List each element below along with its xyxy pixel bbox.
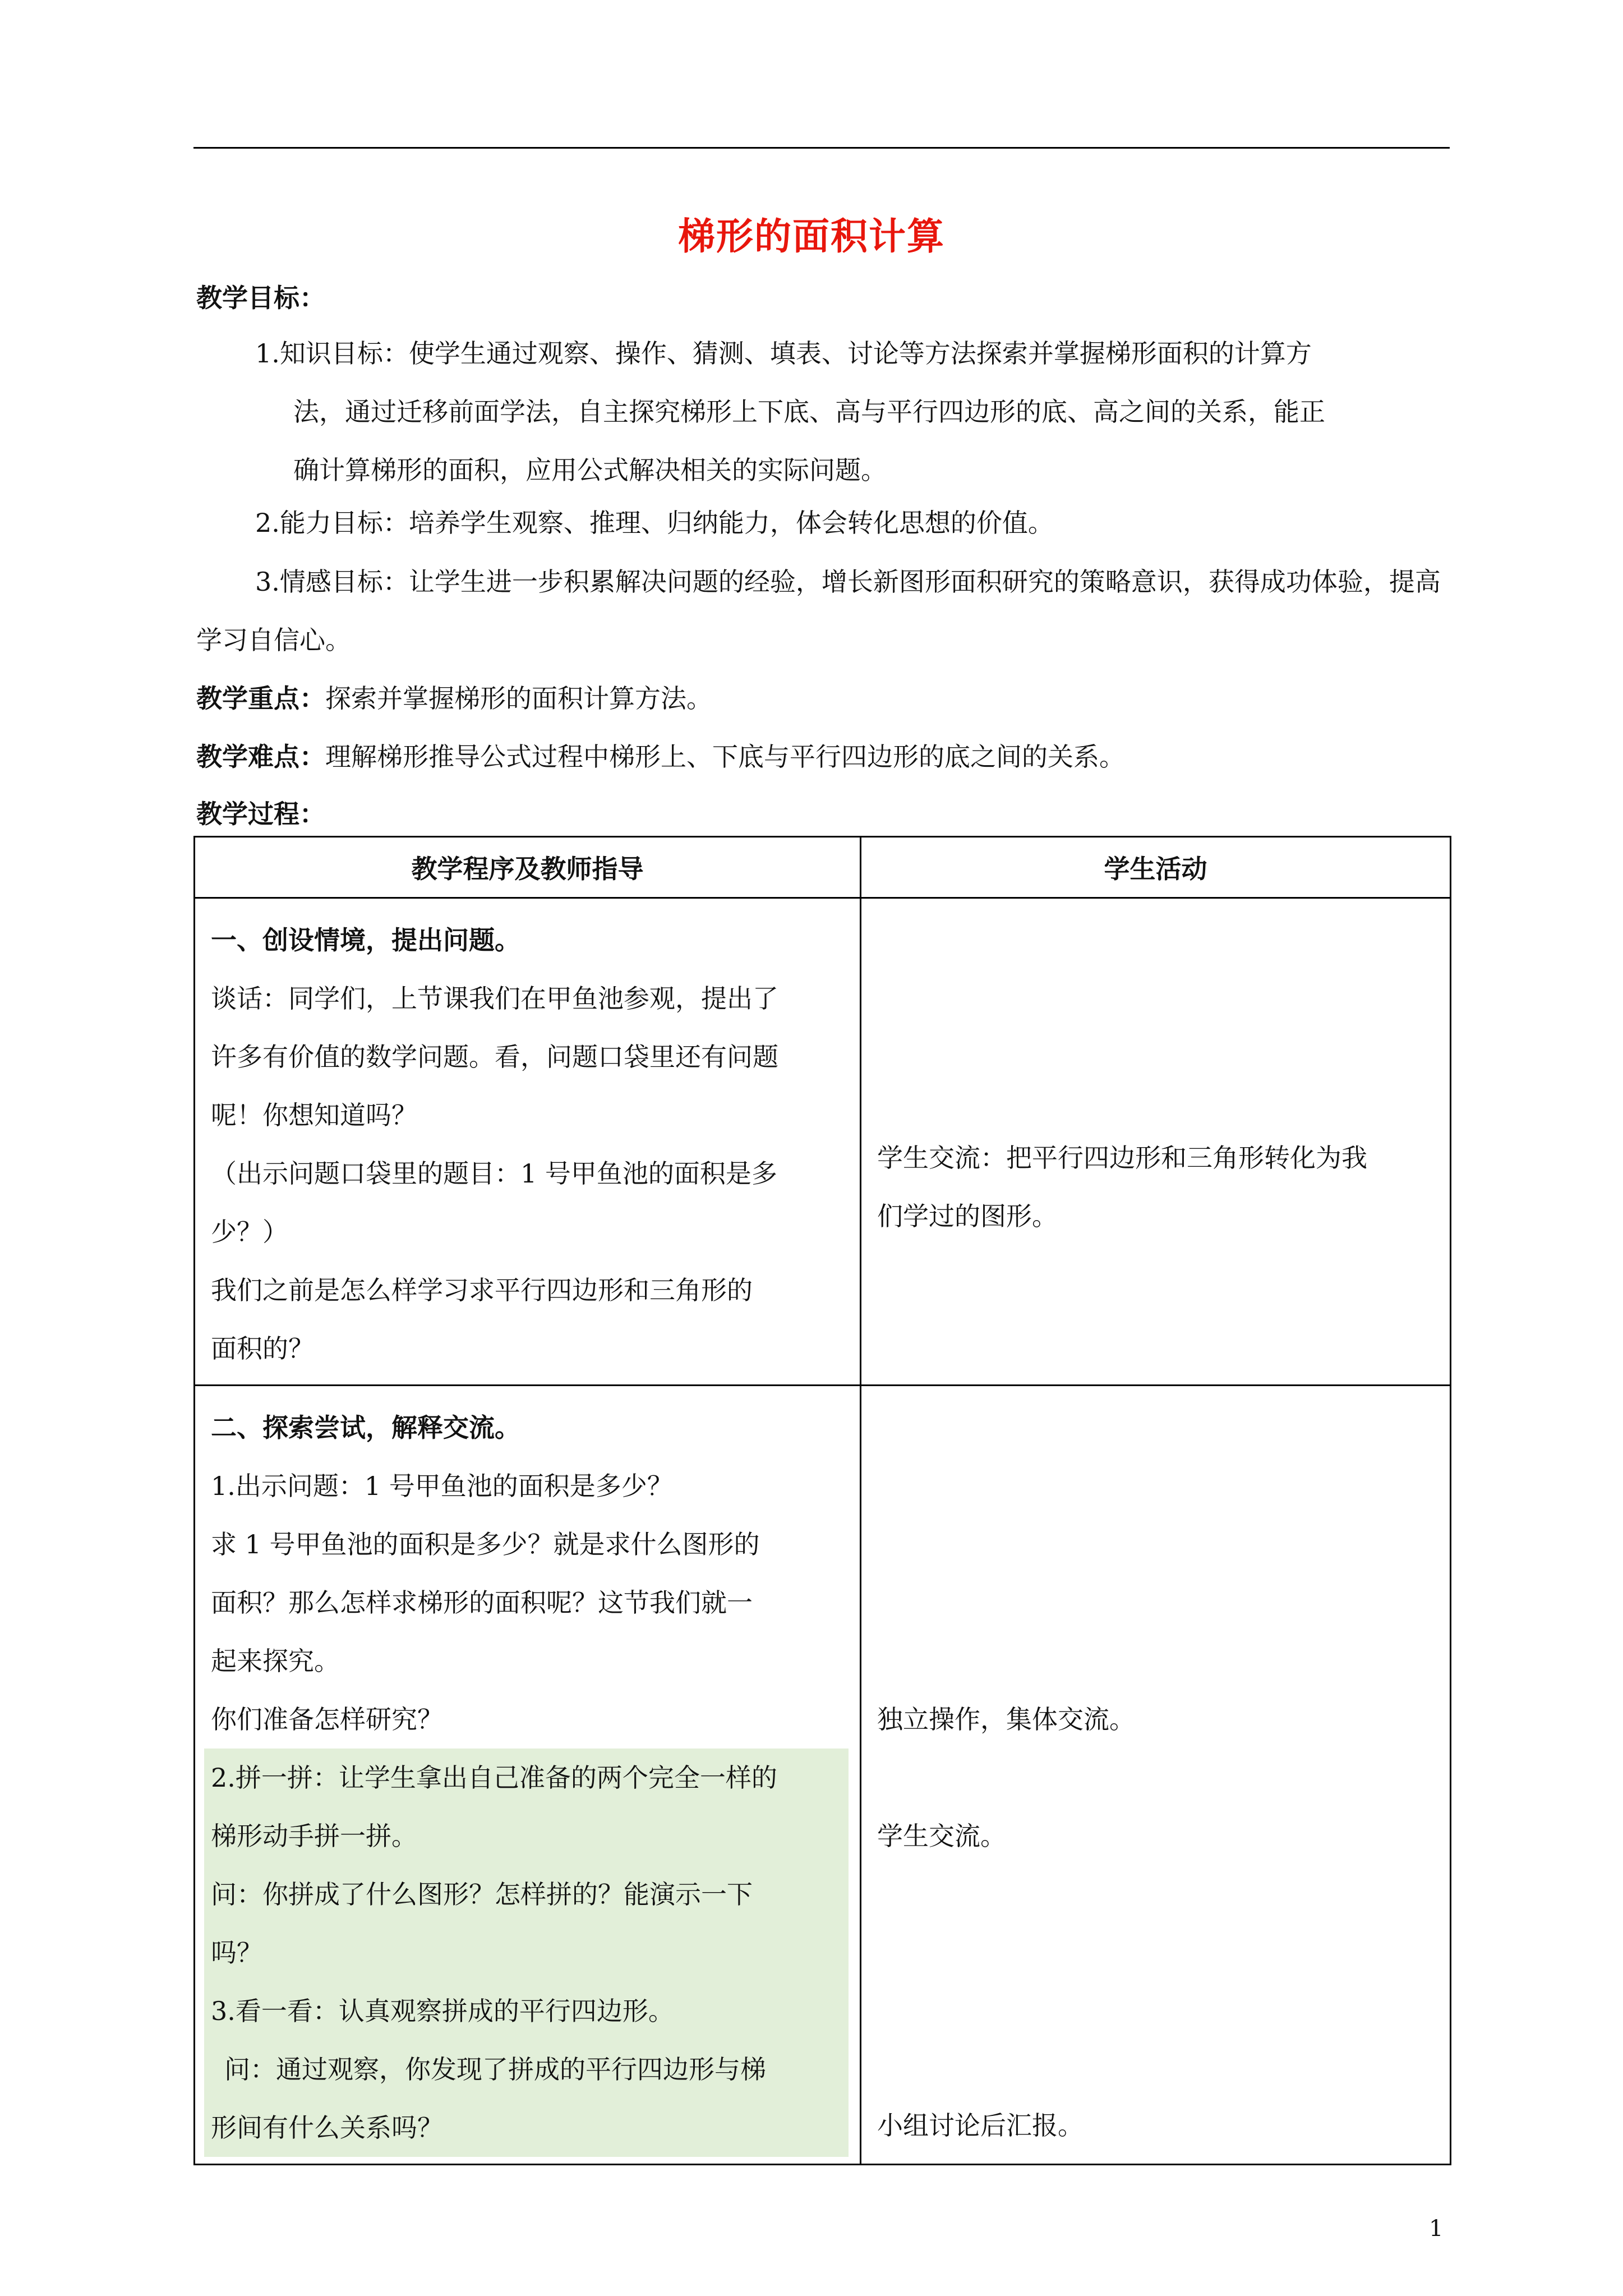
difficulty (196, 728, 1450, 786)
objective-ability: 2.能力目标：培养学生观察、推理、归纳能力，体会转化思想的价值。 (255, 508, 1054, 538)
section1-line: （出示问题口袋里的题目：1 号甲鱼池的面积是多 (211, 1158, 777, 1189)
objective-knowledge (255, 324, 1450, 499)
section2-activity-line: 独立操作，集体交流。 (877, 1704, 1135, 1734)
highlighted-block (204, 1749, 849, 2157)
section1-line: 我们之前是怎么样学习求平行四边形和三角形的 (211, 1275, 753, 1305)
key-point-text: 探索并掌握梯形的面积计算方法。 (325, 683, 712, 714)
section2-activity-line: 学生交流。 (877, 1821, 1006, 1851)
header-teacher-guidance: 教学程序及教师指导 (195, 837, 861, 898)
section1-activity-cell (861, 898, 1451, 1386)
section1-line: 呢！你想知道吗？ (211, 1100, 417, 1130)
section1-activity-line: 们学过的图形。 (877, 1201, 1058, 1231)
section2-highlight-line: 梯形动手拼一拼。 (211, 1821, 417, 1851)
section1-line: 面积的？ (211, 1333, 314, 1364)
table-header-row (195, 837, 1451, 898)
objective-knowledge-line-1: 1.知识目标：使学生通过观察、操作、猜测、填表、讨论等方法探索并掌握梯形面积的计算方 (255, 338, 1312, 369)
section2-line: 求 1 号甲鱼池的面积是多少？就是求什么图形的 (211, 1529, 760, 1559)
section2-highlight-line: 3.看一看：认真观察拼成的平行四边形。 (211, 1996, 674, 2026)
section2-line: 起来探究。 (211, 1646, 340, 1676)
section2-highlight-line: 形间有什么关系吗？ (211, 2113, 443, 2143)
page-title: 梯形的面积计算 (678, 214, 945, 258)
section2-highlight-line: 问：通过观察，你发现了拼成的平行四边形与梯 (224, 2054, 766, 2085)
section2-line: 面积？那么怎样求梯形的面积呢？这节我们就一 (211, 1588, 753, 1618)
objective-knowledge-line-2: 法，通过迁移前面学法，自主探究梯形上下底、高与平行四边形的底、高之间的关系，能正 (293, 397, 1325, 427)
header-rule (193, 147, 1450, 149)
section1-line: 少？） (211, 1217, 288, 1247)
difficulty-label: 教学难点： (196, 742, 325, 772)
section1-line: 许多有价值的数学问题。看，问题口袋里还有问题 (211, 1042, 778, 1072)
table-row (195, 1386, 1451, 2165)
section2-activity-line: 小组讨论后汇报。 (877, 2110, 1083, 2141)
section1-activity-line: 学生交流：把平行四边形和三角形转化为我 (877, 1143, 1367, 1173)
section1-line: 谈话：同学们，上节课我们在甲鱼池参观，提出了 (211, 983, 778, 1014)
key-point (196, 669, 1450, 728)
section2-title: 二、探索尝试，解释交流。 (211, 1412, 520, 1443)
objective-emotion: 3.情感目标：让学生进一步积累解决问题的经验，增长新图形面积研究的策略意识，获得成功体验，提高学习自信心。 (196, 567, 1441, 655)
page-number: 1 (1429, 2216, 1444, 2242)
process-heading: 教学过程： (196, 799, 325, 829)
section2-line: 1.出示问题：1 号甲鱼池的面积是多少？ (211, 1471, 673, 1501)
objectives-heading: 教学目标： (196, 283, 325, 313)
section1-title: 一、创设情境，提出问题。 (211, 925, 520, 955)
section2-teacher-cell (195, 1386, 861, 2165)
key-point-label: 教学重点： (196, 683, 325, 714)
objective-knowledge-line-3: 确计算梯形的面积，应用公式解决相关的实际问题。 (293, 455, 887, 485)
section2-line: 你们准备怎样研究？ (211, 1704, 443, 1734)
lesson-plan-table (193, 836, 1451, 2165)
header-student-activity: 学生活动 (861, 837, 1451, 898)
section1-teacher-cell (195, 898, 861, 1386)
difficulty-text: 理解梯形推导公式过程中梯形上、下底与平行四边形的底之间的关系。 (325, 742, 1125, 772)
section2-activity-cell (861, 1386, 1451, 2165)
section2-highlight-line: 问：你拼成了什么图形？怎样拼的？能演示一下 (211, 1879, 753, 1910)
table-row (195, 898, 1451, 1386)
section2-highlight-line: 2.拼一拼：让学生拿出自己准备的两个完全一样的 (211, 1763, 777, 1793)
section2-highlight-line: 吗？ (211, 1938, 262, 1968)
